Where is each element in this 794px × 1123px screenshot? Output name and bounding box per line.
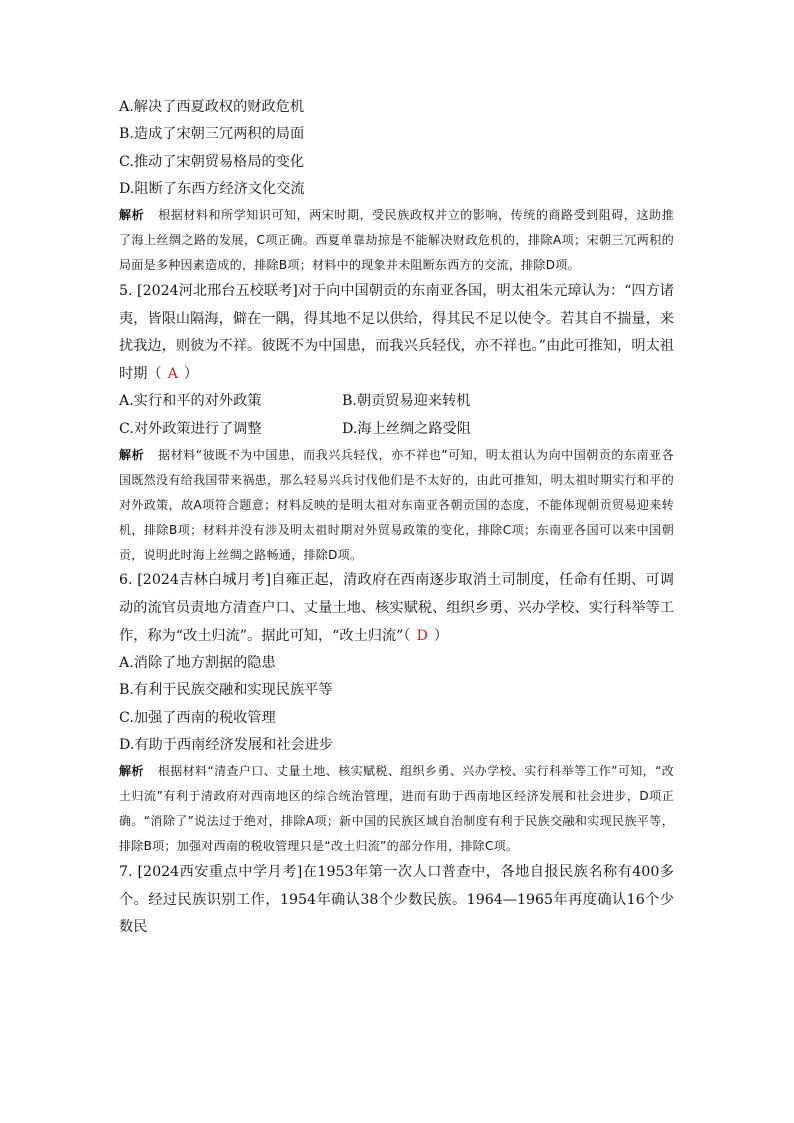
q5-option-c: C.对外政策进行了调整 <box>119 420 262 437</box>
explanation-label: 解析 <box>119 764 144 779</box>
q4-option-c: C.推动了宋朝贸易格局的变化 <box>119 153 305 170</box>
q4-explanation-text: 根据材料和所学知识可知，两宋时期，受民族政权并立的影响，传统的商路受到阻碍，这助推了海上丝绸之路的发展，C项正确。西夏单靠劫掠是不能解决财政危机的，排除A项；宋朝三冗两积的局面是多种因素造成的，排除B项；材料中的现象并未阻断东西方的交流，排除D项。 <box>119 208 674 272</box>
q5-option-b: B.朝贡贸易迎来转机 <box>342 393 471 410</box>
q5-options-row-1 <box>119 388 674 415</box>
q4-option-a: A.解决了西夏政权的财政危机 <box>119 99 305 115</box>
q4-explanation <box>119 203 674 278</box>
q5-options-row-2 <box>119 416 674 443</box>
q6-answer: D <box>416 627 428 644</box>
q5-explanation <box>119 443 674 568</box>
q5-stem-close: ） <box>183 365 199 382</box>
q5-option-a: A.实行和平的对外政策 <box>119 393 262 410</box>
page-content <box>119 94 674 942</box>
explanation-label: 解析 <box>119 447 145 462</box>
q7-stem: 7. [2024西安重点中学月考]在1953年第一次人口普查中，各地自报民族名称有400多个。经过民族识别工作，1954年确认38个少数民族。1964—1965年再度确认16个少数民 <box>119 864 674 936</box>
q6-stem-text: 6. [2024吉林白城月考]自雍正起，清政府在西南逐步取消土司制度，任命有任期、可调动的流官员责地方清查户口、丈量土地、核实赋税、组织乡勇、兴办学校、实行科举等工作，称为“改土归流”。据此可知，“改土归流”（ <box>119 572 674 644</box>
q5-stem <box>119 278 674 388</box>
q5-explanation-text: 据材料“彼既不为中国患，而我兴兵轻伐，亦不祥也”可知，明太祖认为向中国朝贡的东南亚各国既然没有给我国带来祸患，那么轻易兴兵讨伐他们是不太好的，由此可推知，明太祖时期实行和平的对外政策，故A项符合题意；材料反映的是明太祖对东南亚各朝贡国的态度，不能体现朝贡贸易迎来转机，排除B项；材料并没有涉及明太祖时期对外贸易政策的变化，排除C项；东南亚各国可以来中国朝贡，说明此时海上丝绸之路畅通，排除D项。 <box>119 447 674 562</box>
q5-option-d: D.海上丝绸之路受阻 <box>342 420 471 437</box>
q6-option-b: B.有利于民族交融和实现民族平等 <box>119 682 333 699</box>
q6-stem <box>119 567 674 650</box>
q6-explanation-text: 根据材料“清查户口、丈量土地、核实赋税、组织乡勇、兴办学校、实行科举等工作”可知，“改土归流”有利于清政府对西南地区的综合统治管理，进而有助于西南地区经济发展和社会进步，D项正确。“消除了”说法过于绝对，排除A项；新中国的民族区域自治制度有利于民族交融和实现民族平等，排除B项；加强对西南的税收管理只是“改土归流”的部分作用，排除C项。 <box>119 764 674 854</box>
q6-explanation <box>119 759 674 859</box>
q4-option-b: B.造成了宋朝三冗两积的局面 <box>119 126 305 143</box>
q6-option-a: A.消除了地方割据的隐患 <box>119 655 276 672</box>
q6-stem-close: ） <box>433 627 449 644</box>
q5-answer: A <box>167 365 178 382</box>
q5-stem-text: 5. [2024河北邢台五校联考]对于向中国朝贡的东南亚各国，明太祖朱元璋认为：“四方诸夷，皆限山隔海，僻在一隅，得其地不足以供给，得其民不足以使令。若其自不揣量，来扰我边，则彼为不祥。彼既不为中国患，而我兴兵轻伐，亦不祥也。”由此可推知，明太祖时期（ <box>119 282 674 382</box>
q6-option-c: C.加强了西南的税收管理 <box>119 709 276 726</box>
explanation-label: 解析 <box>119 208 145 223</box>
q4-option-d: D.阻断了东西方经济文化交流 <box>119 180 305 197</box>
q6-option-d: D.有助于西南经济发展和社会进步 <box>119 737 334 754</box>
